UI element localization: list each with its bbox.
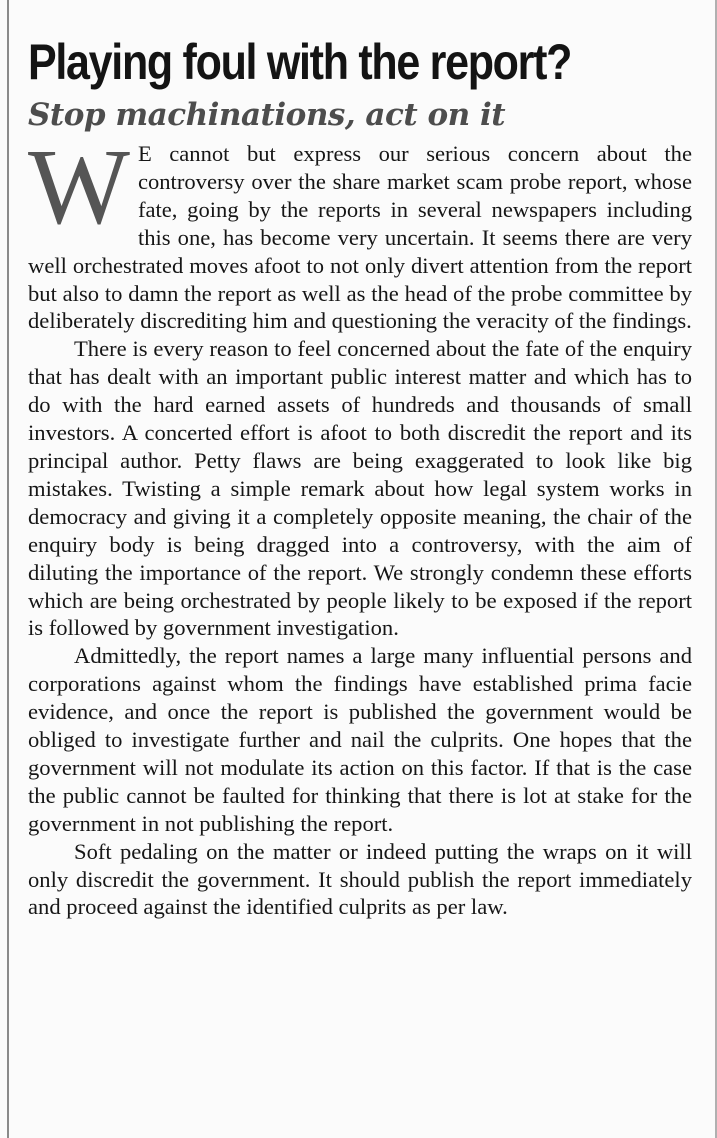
article-body — [28, 128, 692, 921]
subheadline: Stop machinations, act on it — [28, 97, 506, 133]
paragraph-4: Soft pedaling on the matter or indeed putting the wraps on it will only discredit the government. It should publish the report immediately and proceed against the identified culprits as per law. — [28, 838, 692, 920]
headline: Playing foul with the report? — [28, 34, 572, 90]
column-rule-left — [7, 0, 9, 1138]
drop-cap: W — [28, 128, 130, 247]
editorial-article — [28, 32, 692, 921]
paragraph-1 — [28, 128, 692, 335]
paragraph-2: There is every reason to feel concerned about the fate of the enquiry that has dealt with an important public interest matter and which has to do with the hard earned assets of hundreds and thousands of small investors. A concerted effort is afoot to both discredit the report and its principal author. Petty flaws are being exaggerated to look like big mistakes. Twisting a simple remark about how legal system works in democracy and giving it a completely opposite meaning, the chair of the enquiry body is being dragged into a controversy, with the aim of diluting the importance of the report. We strongly condemn these efforts which are being orchestrated by people likely to be exposed if the report is followed by government investigation. — [28, 336, 692, 641]
paragraph-3: Admittedly, the report names a large many influential persons and corporations against whom the findings have established prima facie evidence, and once the report is published the government would be obliged to investigate further and nail the culprits. One hopes that the government will not modulate its action on this factor. If that is the case the public cannot be faulted for thinking that there is lot at stake for the government in not publishing the report. — [28, 643, 692, 836]
paragraph-1-text: E cannot but express our serious concern about the controversy over the share market scam probe report, whose fate, going by the reports in several newspapers including this one, has become very uncertain. It seems there are very well orchestrated moves afoot to not only divert attention from the report but also to damn the report as well as the head of the probe committee by deliberately discrediting him and questioning the veracity of the findings. — [28, 141, 692, 334]
